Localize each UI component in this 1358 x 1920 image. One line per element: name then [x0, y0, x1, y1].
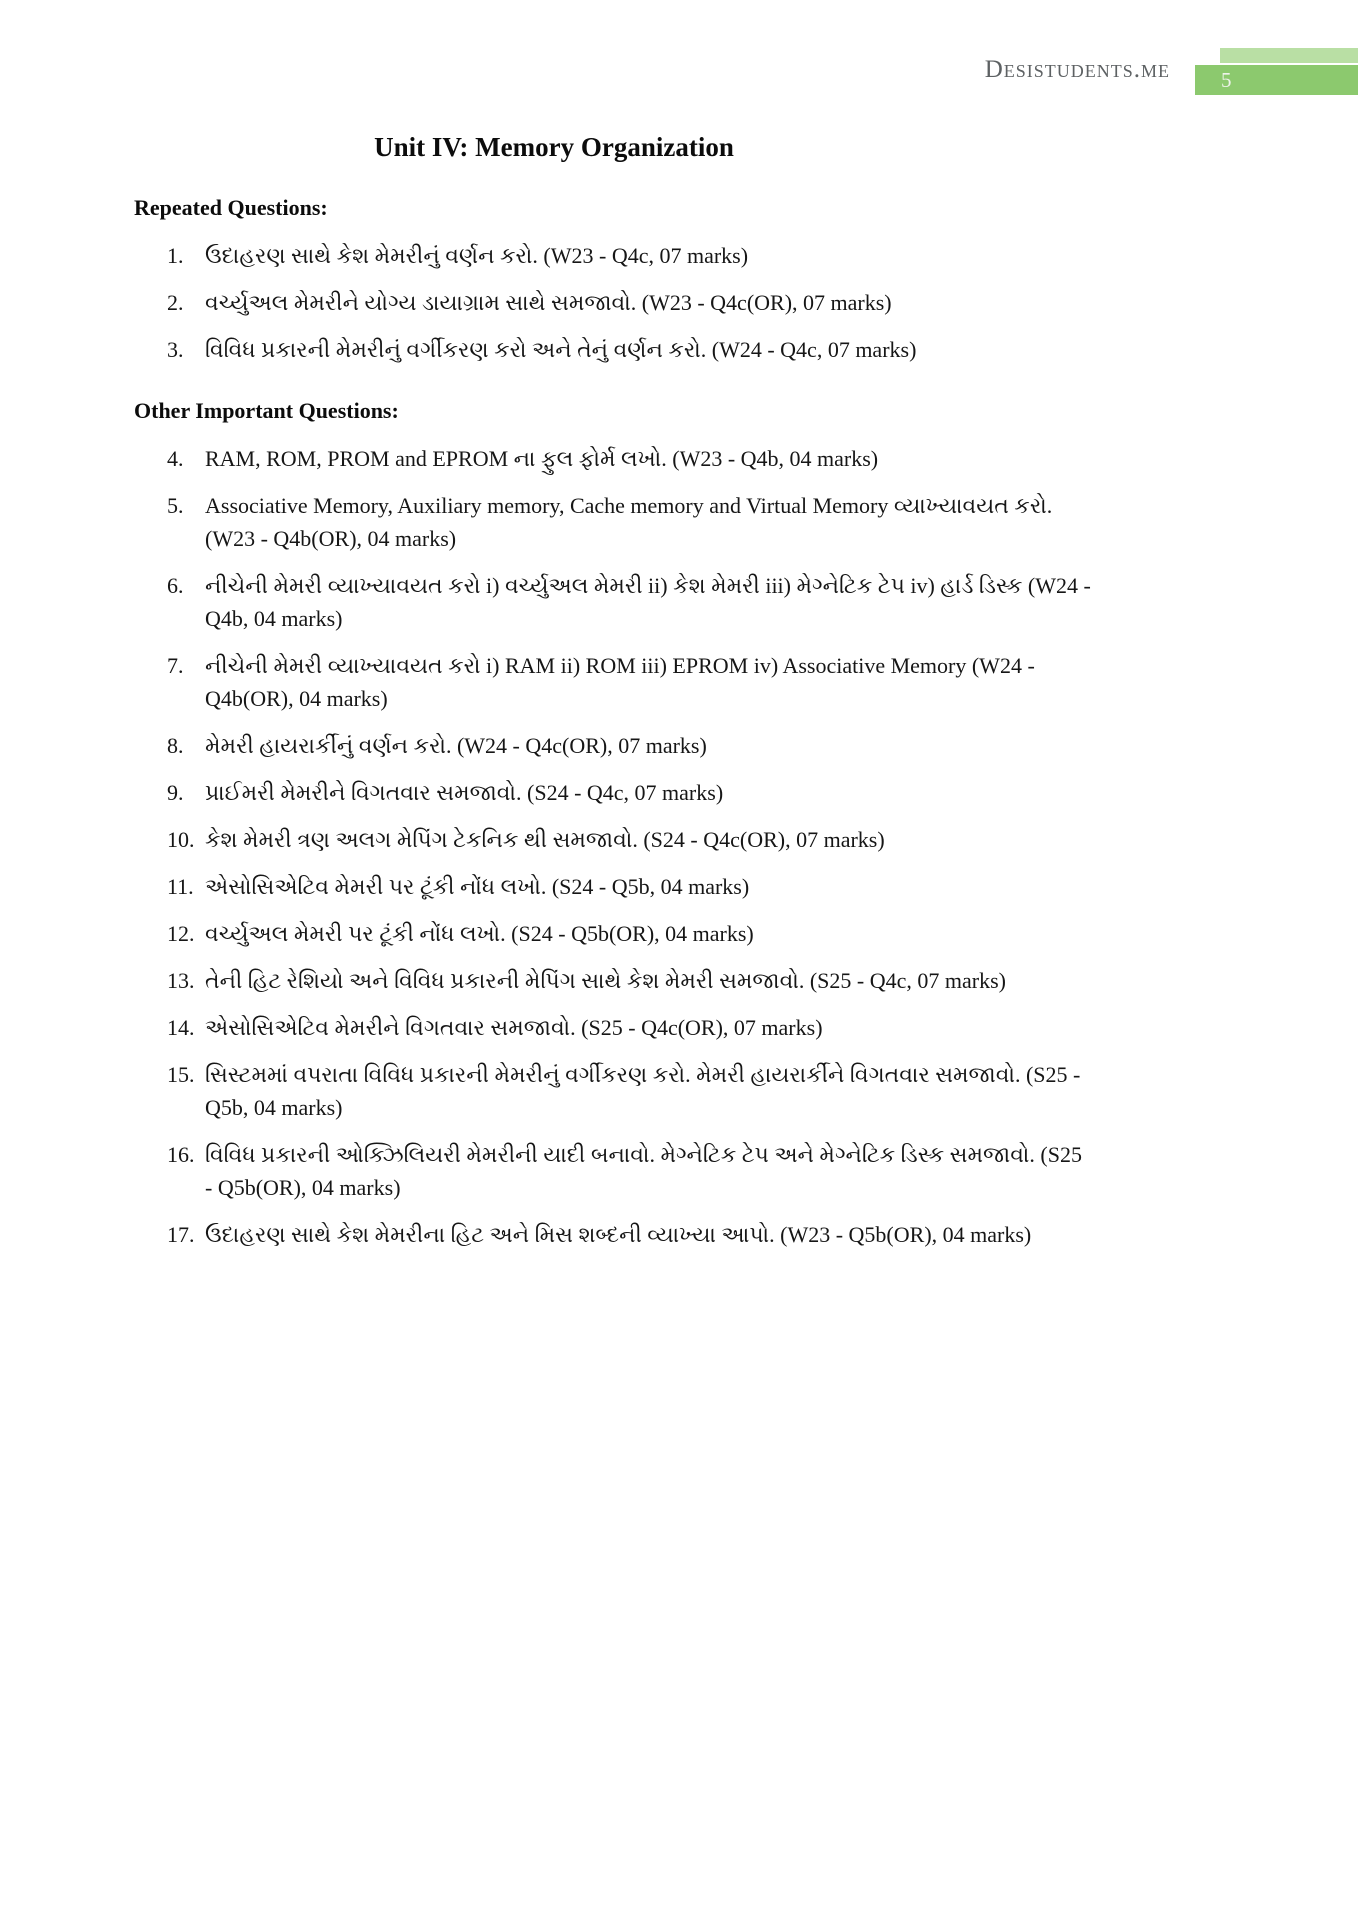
site-name: Desistudents.me — [984, 56, 1170, 83]
page-header — [0, 48, 1358, 100]
question-number: 12. — [167, 921, 195, 946]
question-text: સિસ્ટમમાં વપરાતા વિવિધ પ્રકારની મેમરીનું વર્ગીકરણ કરો. મેમરી હાયરાર્કીને વિગતવાર સમજાવો. (S25 - Q5b, 04 marks) — [205, 1062, 1081, 1120]
question-item — [134, 489, 1094, 555]
question-item — [134, 917, 1094, 950]
question-number: 7. — [167, 653, 184, 678]
question-item — [134, 776, 1094, 809]
page-number: 5 — [1221, 67, 1232, 92]
page-number-box — [1195, 65, 1358, 95]
question-item — [134, 569, 1094, 635]
question-number: 14. — [167, 1015, 195, 1040]
question-number: 6. — [167, 573, 184, 598]
question-number: 13. — [167, 968, 195, 993]
question-item — [134, 442, 1094, 475]
question-number: 3. — [167, 337, 184, 362]
question-item — [134, 1011, 1094, 1044]
question-text: વિવિધ પ્રકારની ઓક્ઝિલિયરી મેમરીની યાદી બનાવો. મેગ્નેટિક ટેપ અને મેગ્નેટિક ડિસ્ક સમજાવો. (S25 - Q5b(OR), 04 marks) — [205, 1142, 1082, 1200]
question-text: તેની હિટ રેશિયો અને વિવિધ પ્રકારની મેપિંગ સાથે કેશ મેમરી સમજાવો. (S25 - Q4c, 07 marks) — [205, 968, 1006, 993]
question-item — [134, 964, 1094, 997]
question-item — [134, 729, 1094, 762]
question-text: Associative Memory, Auxiliary memory, Cache memory and Virtual Memory વ્યાખ્યાવયત કરો. (W23 - Q4b(OR), 04 marks) — [205, 493, 1053, 551]
question-text: RAM, ROM, PROM and EPROM ના ફુલ ફોર્મ લખો. (W23 - Q4b, 04 marks) — [205, 446, 879, 471]
question-item — [134, 239, 1094, 272]
question-list — [134, 442, 1094, 1251]
question-number: 17. — [167, 1222, 195, 1247]
question-text: નીચેની મેમરી વ્યાખ્યાવયત કરો i) વર્ચ્યુઅલ મેમરી ii) કેશ મેમરી iii) મેગ્નેટિક ટેપ iv) હાર્ડ ડિસ્ક (W24 - Q4b, 04 marks) — [205, 573, 1091, 631]
question-number: 2. — [167, 290, 184, 315]
question-item — [134, 1058, 1094, 1124]
question-number: 5. — [167, 493, 184, 518]
question-text: મેમરી હાયરાર્કીનું વર્ણન કરો. (W24 - Q4c(OR), 07 marks) — [205, 733, 707, 758]
question-number: 1. — [167, 243, 184, 268]
question-item — [134, 1218, 1094, 1251]
question-text: ઉદાહરણ સાથે કેશ મેમરીનું વર્ણન કરો. (W23 - Q4c, 07 marks) — [205, 243, 749, 268]
question-text: વિવિધ પ્રકારની મેમરીનું વર્ગીકરણ કરો અને તેનું વર્ણન કરો. (W24 - Q4c, 07 marks) — [205, 337, 917, 362]
question-number: 10. — [167, 827, 195, 852]
question-number: 16. — [167, 1142, 195, 1167]
question-text: વર્ચ્યુઅલ મેમરીને યોગ્ય ડાયાગ્રામ સાથે સમજાવો. (W23 - Q4c(OR), 07 marks) — [205, 290, 892, 315]
question-text: વર્ચ્યુઅલ મેમરી પર ટૂંકી નોંધ લખો. (S24 - Q5b(OR), 04 marks) — [205, 921, 754, 946]
section-heading: Other Important Questions: — [134, 398, 399, 423]
question-item — [134, 823, 1094, 856]
question-item — [134, 1138, 1094, 1204]
question-section — [134, 195, 1094, 366]
question-number: 15. — [167, 1062, 195, 1087]
question-list — [134, 239, 1094, 366]
question-text: નીચેની મેમરી વ્યાખ્યાવયત કરો i) RAM ii) ROM iii) EPROM iv) Associative Memory (W24 - Q4b(OR), 04 marks) — [205, 653, 1035, 711]
header-accent-strip — [1220, 48, 1358, 63]
section-heading: Repeated Questions: — [134, 195, 328, 220]
question-text: એસોસિએટિવ મેમરી પર ટૂંકી નોંધ લખો. (S24 - Q5b, 04 marks) — [205, 874, 750, 899]
page-title: Unit IV: Memory Organization — [374, 132, 734, 162]
question-number: 11. — [167, 874, 194, 899]
question-item — [134, 870, 1094, 903]
question-number: 9. — [167, 780, 184, 805]
title-wrap — [134, 132, 974, 163]
question-item — [134, 333, 1094, 366]
document-content — [134, 132, 1094, 1265]
question-item — [134, 286, 1094, 319]
question-text: ઉદાહરણ સાથે કેશ મેમરીના હિટ અને મિસ શબ્દની વ્યાખ્યા આપો. (W23 - Q5b(OR), 04 marks) — [205, 1222, 1032, 1247]
question-number: 4. — [167, 446, 184, 471]
question-item — [134, 649, 1094, 715]
question-text: એસોસિએટિવ મેમરીને વિગતવાર સમજાવો. (S25 - Q4c(OR), 07 marks) — [205, 1015, 823, 1040]
question-text: પ્રાઈમરી મેમરીને વિગતવાર સમજાવો. (S24 - Q4c, 07 marks) — [205, 780, 724, 805]
question-section — [134, 398, 1094, 1251]
question-sections — [134, 195, 1094, 1251]
question-text: કેશ મેમરી ત્રણ અલગ મેપિંગ ટેકનિક થી સમજાવો. (S24 - Q4c(OR), 07 marks) — [205, 827, 885, 852]
question-number: 8. — [167, 733, 184, 758]
